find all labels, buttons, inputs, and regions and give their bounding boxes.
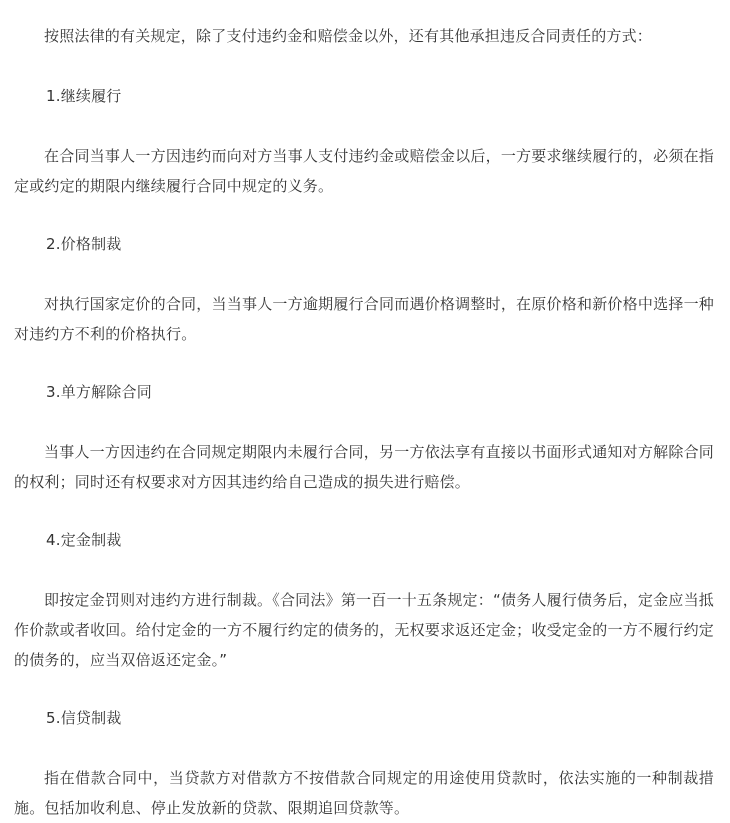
spacer [14,675,714,703]
spacer [14,555,714,585]
section-heading-3: 3.单方解除合同 [46,383,152,401]
spacer [14,259,714,289]
section-body-3: 当事人一方因违约在合同规定期限内未履行合同，另一方依法享有直接以书面形式通知对方解除合同的权利；同时还有权要求对方因其违约给自己造成的损失进行赔偿。 [14,443,714,491]
document-body [14,21,714,823]
spacer [14,497,714,525]
section-heading-2: 2.价格制裁 [46,235,122,253]
spacer [14,201,714,229]
spacer [14,111,714,141]
section-body-2: 对执行国家定价的合同，当当事人一方逾期履行合同而遇价格调整时，在原价格和新价格中选择一种对违约方不利的价格执行。 [14,295,714,343]
section-body-1: 在合同当事人一方因违约而向对方当事人支付违约金或赔偿金以后，一方要求继续履行的，必须在指定或约定的期限内继续履行合同中规定的义务。 [14,147,714,195]
spacer [14,407,714,437]
spacer [14,349,714,377]
section-heading-1: 1.继续履行 [46,87,122,105]
section-body-4: 即按定金罚则对违约方进行制裁。《合同法》第一百一十五条规定：“债务人履行债务后，定金应当抵作价款或者收回。给付定金的一方不履行约定的债务的，无权要求返还定金；收受定金的一方不履行约定的债务的，应当双倍返还定金。” [14,591,714,669]
section-heading-4: 4.定金制裁 [46,531,122,549]
spacer [14,733,714,763]
spacer [14,51,714,81]
section-body-5: 指在借款合同中，当贷款方对借款方不按借款合同规定的用途使用贷款时，依法实施的一种制裁措施。包括加收利息、停止发放新的贷款、限期追回贷款等。 [14,769,714,817]
intro-paragraph: 按照法律的有关规定，除了支付违约金和赔偿金以外，还有其他承担违反合同责任的方式： [44,27,653,45]
section-heading-5: 5.信贷制裁 [46,709,122,727]
